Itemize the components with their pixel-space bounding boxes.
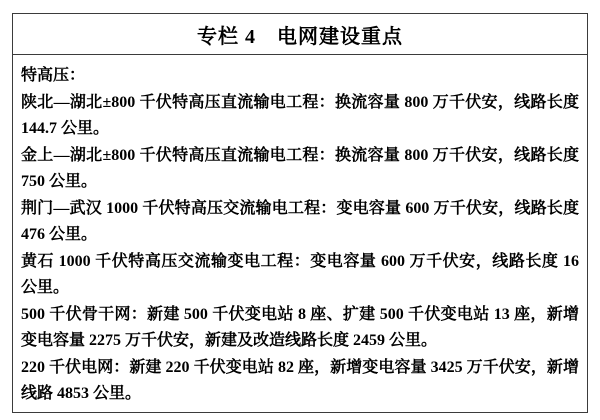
para-uhv-heading: 特高压： [21,67,86,84]
panel-title: 专栏 4 电网建设重点 [197,25,403,48]
panel-header [13,14,587,55]
panel-body [13,55,587,404]
column-panel [12,13,588,413]
para-jinshang-hubei-dc-project: 金上—湖北±800 千伏特高压直流输电工程：换流容量 800 万千伏安，线路长度 750 公里。 [21,146,579,190]
para-220kv-grid: 220 千伏电网：新建 220 千伏变电站 82 座，新增变电容量 3425 万千伏安，新增线路 4853 公里。 [21,358,579,402]
para-huangshi-ac-project: 黄石 1000 千伏特高压交流输变电工程：变电容量 600 万千伏安，线路长度 16 公里。 [21,252,579,296]
para-shanbei-hubei-dc-project: 陕北—湖北±800 千伏特高压直流输电工程：换流容量 800 万千伏安，线路长度 144.7 公里。 [21,93,579,137]
para-jingmen-wuhan-ac-project: 荆门—武汉 1000 千伏特高压交流输电工程：变电容量 600 万千伏安，线路长度 476 公里。 [21,199,579,243]
para-500kv-backbone-grid: 500 千伏骨干网：新建 500 千伏变电站 8 座、扩建 500 千伏变电站 13 座，新增变电容量 2275 万千伏安，新建及改造线路长度 2459 公里。 [21,305,579,349]
